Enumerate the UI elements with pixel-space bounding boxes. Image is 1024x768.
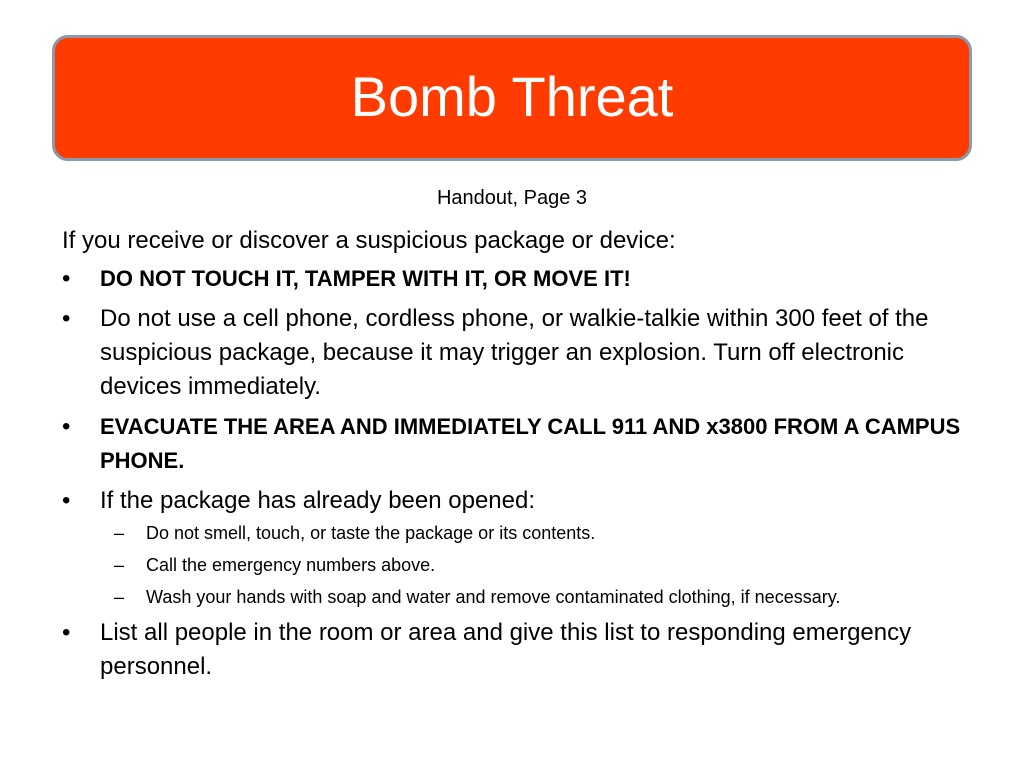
slide-content [62,224,962,690]
dash-icon: – [114,555,125,575]
dash-icon: – [114,523,125,543]
bullet-icon: • [62,265,71,292]
list-item [62,262,962,296]
list-item-text: EVACUATE THE AREA AND IMMEDIATELY CALL 911 AND x3800 FROM A CAMPUS PHONE. [100,414,961,473]
slide-subtitle: Handout, Page 3 [436,187,588,209]
dash-icon: – [114,587,125,607]
list-item [62,616,962,684]
bullet-icon: • [62,413,71,440]
bullet-icon: • [62,305,71,332]
title-banner [52,35,972,161]
bullet-list [62,262,962,684]
sub-list-item [100,552,962,578]
sub-list-item [100,520,962,546]
list-item-text: If the package has already been opened: [100,487,535,514]
list-item [62,484,962,610]
sub-list-item [100,584,962,610]
sub-list-item-text: Wash your hands with soap and water and remove contaminated clothing, if necessary. [146,587,841,607]
list-item-text: List all people in the room or area and give this list to responding emergency personnel. [100,619,912,680]
intro-text: If you receive or discover a suspicious package or device: [62,227,676,254]
slide-title: Bomb Threat [350,64,674,128]
list-item-text: DO NOT TOUCH IT, TAMPER WITH IT, OR MOVE IT! [100,266,631,291]
list-item-text: Do not use a cell phone, cordless phone, or walkie-talkie within 300 feet of the suspicious package, because it may trigger an explosion. Turn off electronic devices immediately. [100,305,929,400]
list-item [62,410,962,478]
list-item [62,302,962,404]
bullet-icon: • [62,619,71,646]
bullet-icon: • [62,487,71,514]
sub-list-item-text: Do not smell, touch, or taste the package or its contents. [146,523,596,543]
sub-list [100,520,962,610]
sub-list-item-text: Call the emergency numbers above. [146,555,436,575]
